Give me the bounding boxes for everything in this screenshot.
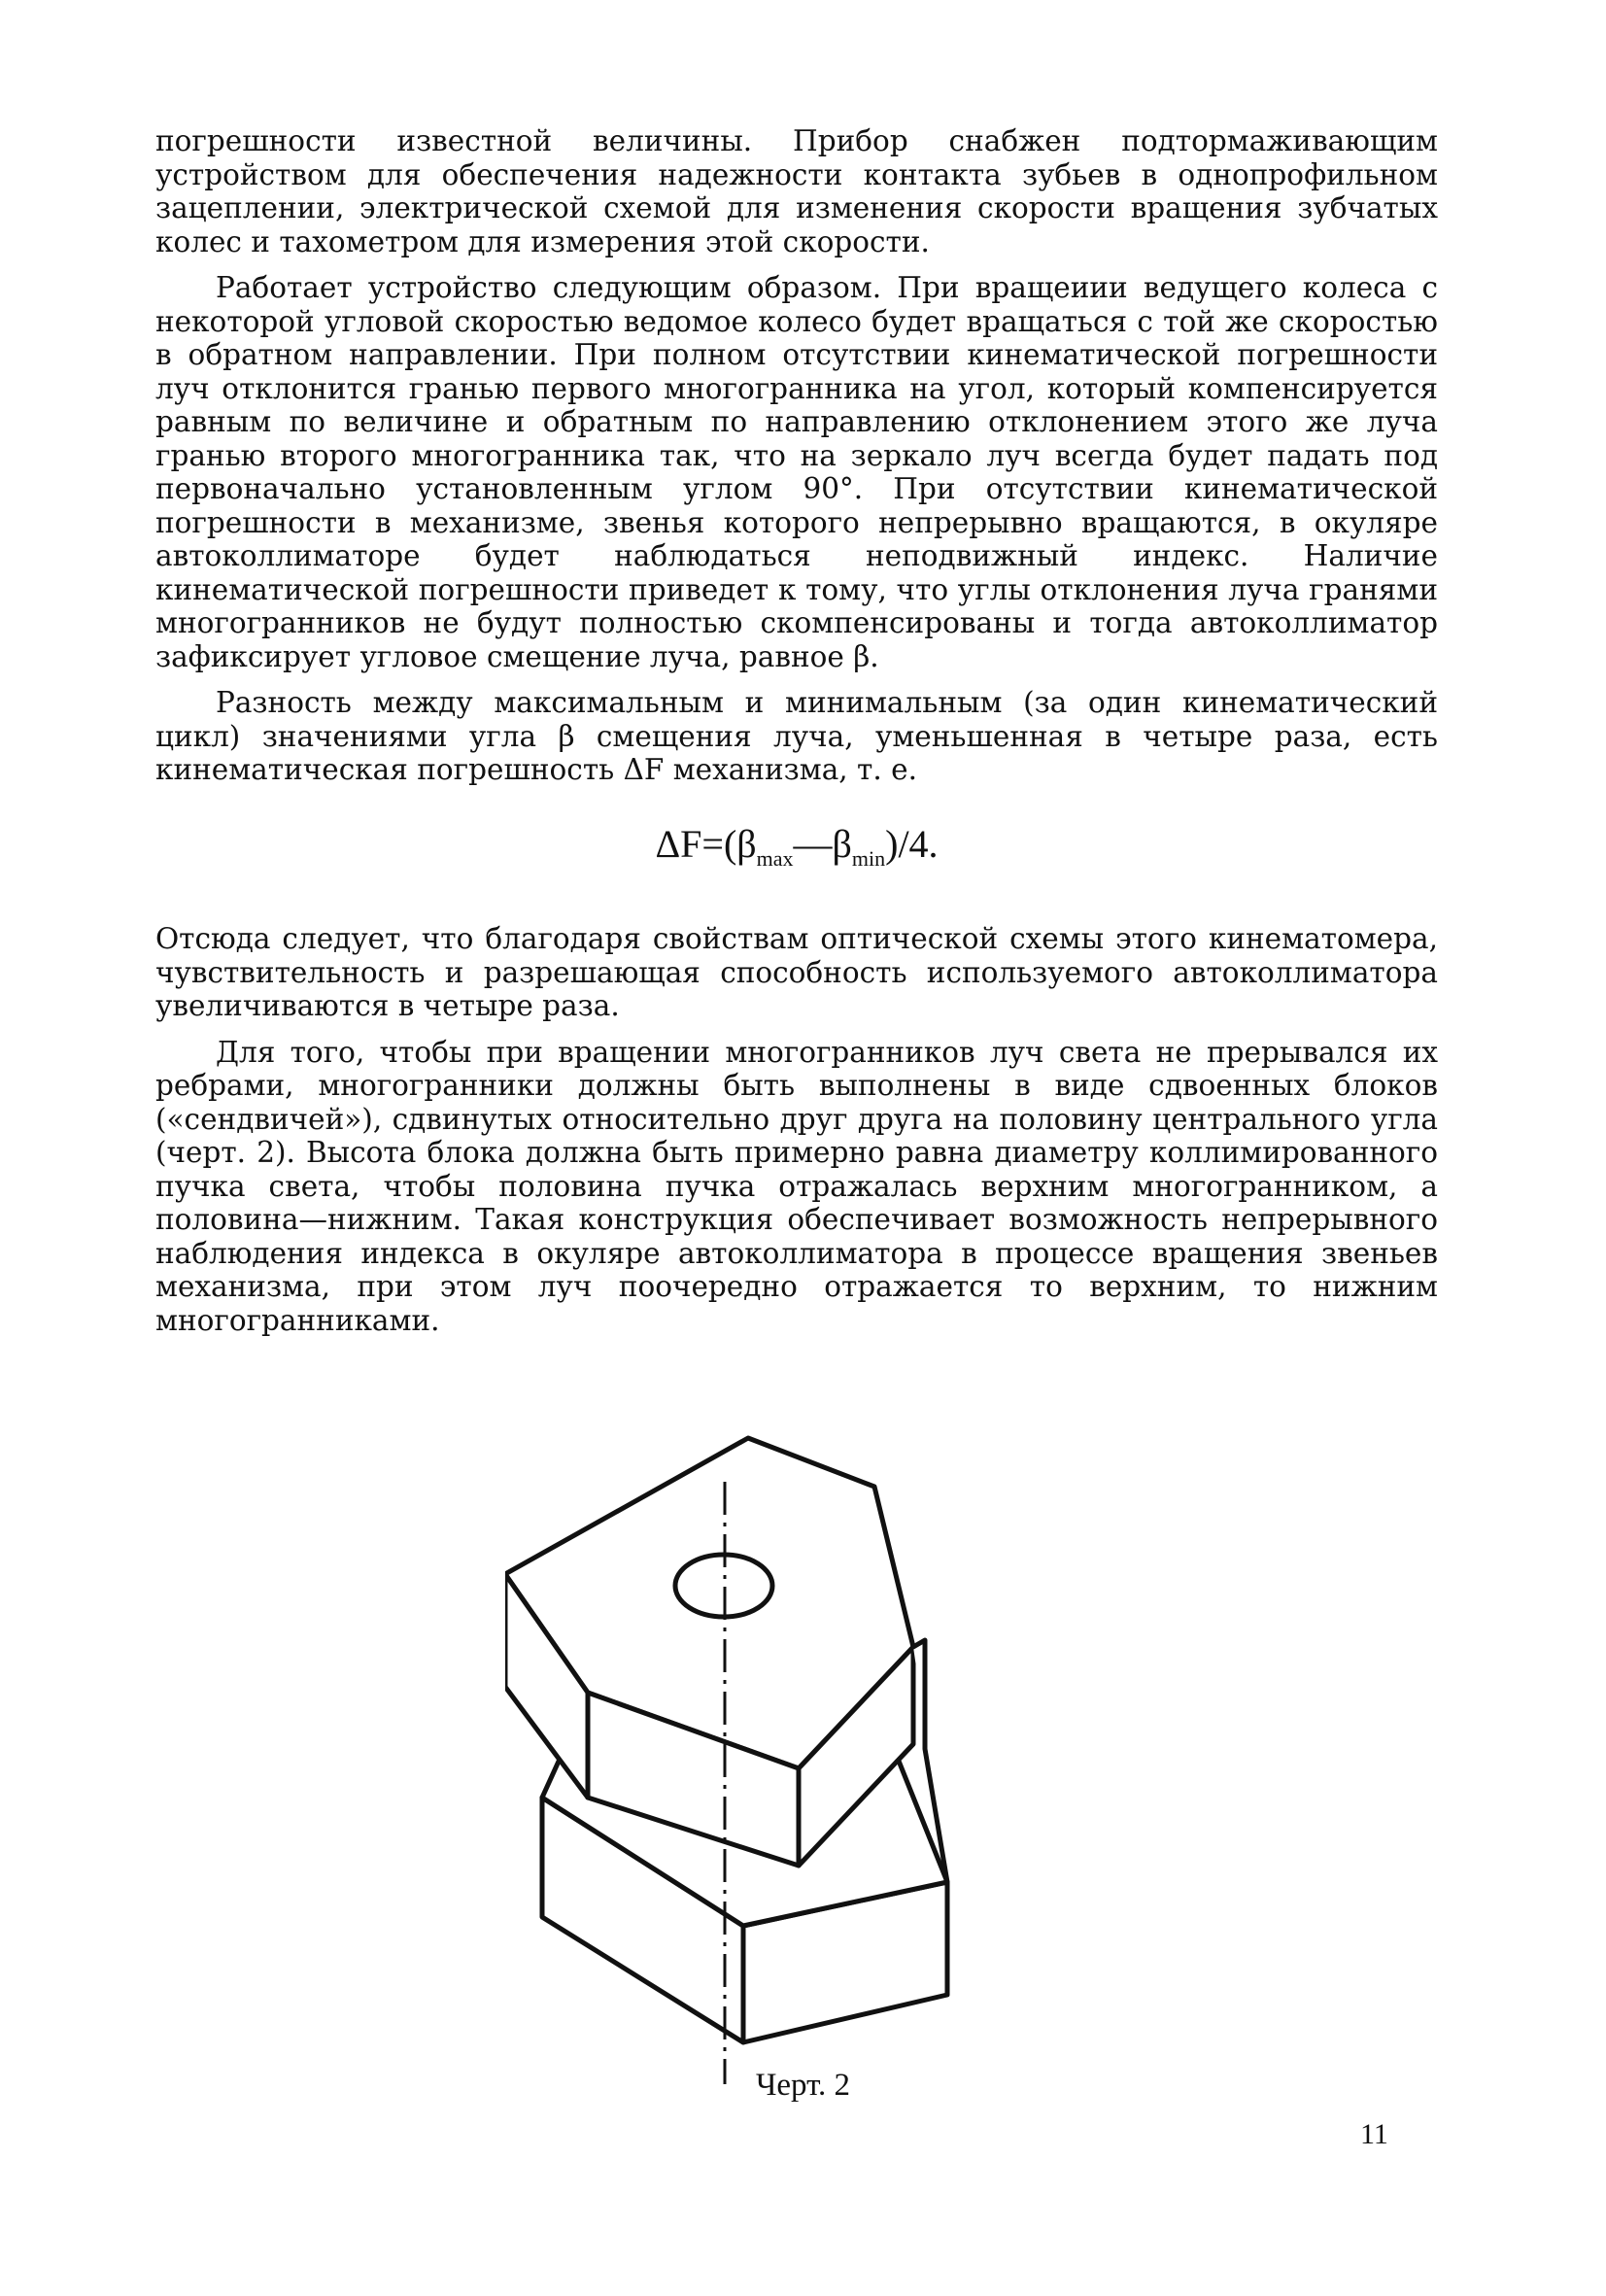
paragraph-1: погрешности известной величины. Прибор снабжен подтормаживающим устройством для обеспечения надежности контакта зубьев в однопрофильном зацеплении, электрической схемой для изменения скорости вращения зубчатых колес и тахометром для измерения этой скорости. (155, 124, 1438, 258)
paragraph-2: Работает устройство следующим образом. При вращеиии ведущего колеса с некоторой угловой скоростью ведомое колесо будет вращаться с той же скоростью в обратном направлении. При полном отсутствии кинематической погрешности луч отклонится гранью первого многогранника на угол, который компенсируется равным по величине и обратным по направлению отклонением этого же луча гранью второго многогранника так, что на зеркало луч всегда будет падать под первоначально установленным углом 90°. При отсутствии кинематической погрешности в механизме, звенья которого непрерывно вращаются, в окуляре автоколлиматоре будет наблюдаться неподвижный индекс. Наличие кинематической погрешности приведет к тому, что углы отклонения луча гранями многогранников не будут полностью скомпенсированы и тогда автоколлиматор зафиксирует угловое смещение луча, равное β. (155, 271, 1438, 673)
formula-lhs: ΔF=(β (655, 821, 757, 866)
formula-rhs: )/4. (885, 821, 939, 866)
hexagon-sandwich-drawing (505, 1409, 1108, 2099)
paragraph-4: Отсюда следует, что благодаря свойствам оптической схемы этого кинематомера, чувствительность и разрешающая способность используемого автоколлиматора увеличиваются в четыре раза. (155, 922, 1438, 1022)
formula-sub-max: max (756, 845, 794, 871)
figure-caption: Черт. 2 (755, 2068, 851, 2103)
figure-hexagonal-blocks (505, 1409, 1108, 2099)
formula (155, 821, 1438, 876)
formula-minus: —β (793, 821, 852, 866)
page-number: 11 (1360, 2118, 1388, 2150)
paragraph-5: Для того, чтобы при вращении многогранников луч света не прерывался их ребрами, многогранники должны быть выполнены в виде сдвоенных блоков («сендвичей»), сдвинутых относительно друг друга на половину центрального угла (черт. 2). Высота блока должна быть примерно равна диаметру коллимированного пучка света, чтобы половина пучка отражалась верхним многогранником, а половина—нижним. Такая конструкция обеспечивает возможность непрерывного наблюдения индекса в окуляре автоколлиматора в процессе вращения звеньев механизма, при этом луч поочередно отражается то верхним, то нижним многогранниками. (155, 1035, 1438, 1337)
formula-sub-min: min (851, 845, 886, 871)
body-text (155, 124, 1438, 1350)
paragraph-3: Разность между максимальным и минимальным (за один кинематический цикл) значениями угла β смещения луча, уменьшенная в четыре раза, есть кинематическая погрешность ΔF механизма, т. е. (155, 686, 1438, 786)
